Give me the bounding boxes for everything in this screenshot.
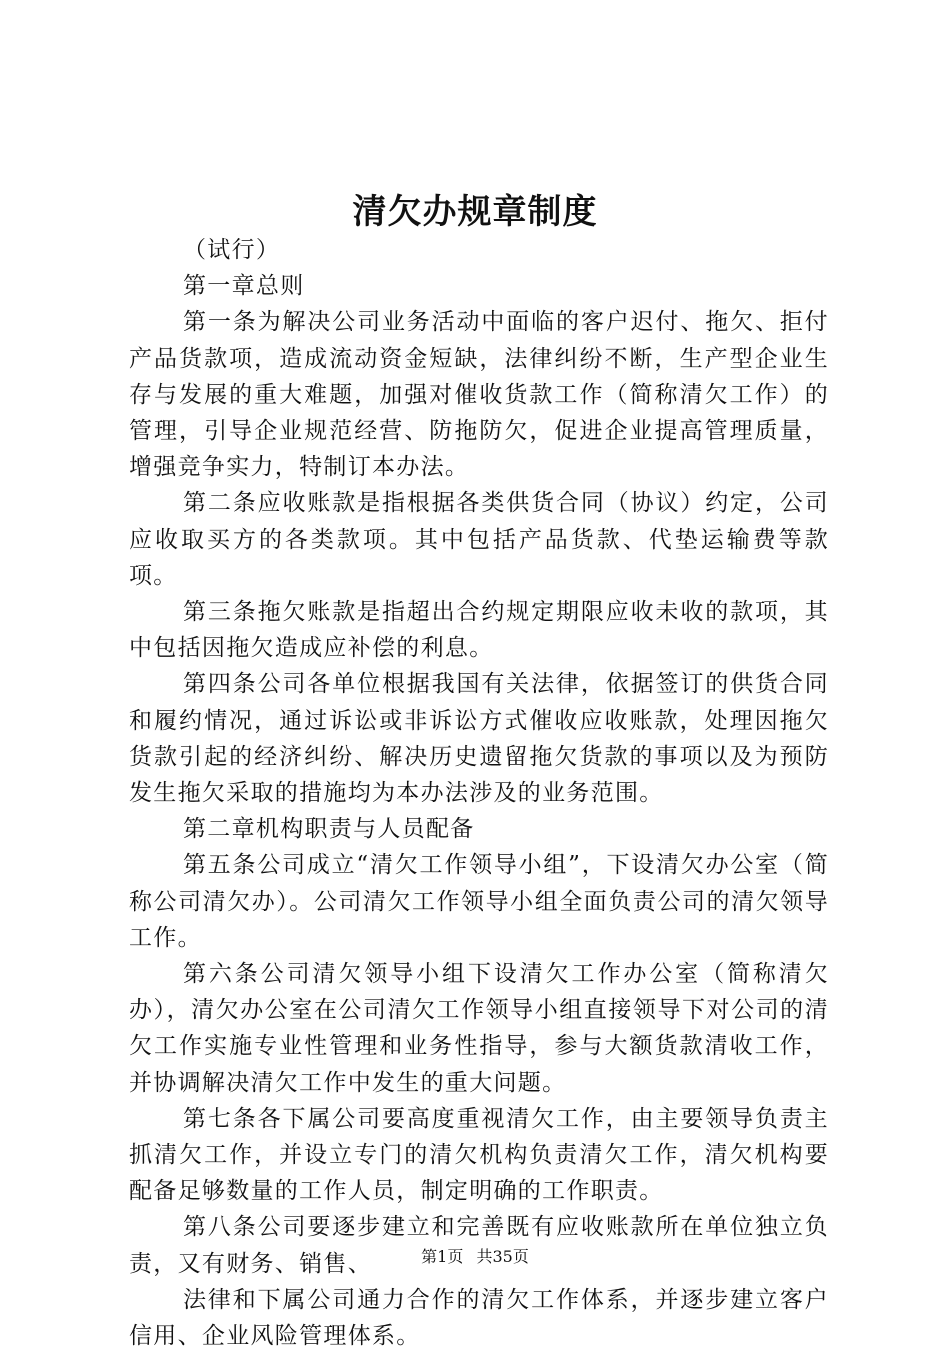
article-6: 第六条公司清欠领导小组下设清欠工作办公室（简称清欠办），清欠办公室在公司清欠工作领导小组直接领导下对公司的清欠工作实施专业性管理和业务性指导，参与大额货款清收工作，并协调解决清欠工作中发生的重大问题。 bbox=[129, 961, 829, 1096]
page-footer bbox=[0, 1244, 950, 1267]
chapter-heading-1: 第一章总则 bbox=[183, 273, 305, 300]
article-4: 第四条公司各单位根据我国有关法律，依据签订的供货合同和履约情况，通过诉讼或非诉讼方式催收应收账款，处理因拖欠货款引起的经济纠纷、解决历史遗留拖欠货款的事项以及为预防发生拖欠采取的措施均为本办法涉及的业务范围。 bbox=[129, 671, 829, 807]
document-body bbox=[129, 232, 829, 1354]
page-number: 第1页 bbox=[421, 1247, 464, 1266]
article-5: 第五条公司成立“清欠工作领导小组”，下设清欠办公室（简称公司清欠办）。公司清欠工作领导小组全面负责公司的清欠领导工作。 bbox=[129, 852, 829, 951]
article-1: 第一条为解决公司业务活动中面临的客户迟付、拖欠、拒付产品货款项，造成流动资金短缺，法律纠纷不断，生产型企业生存与发展的重大难题，加强对催收货款工作（简称清欠工作）的管理，引导企业规范经营、防拖防欠，促进企业提高管理质量，增强竞争实力，特制订本办法。 bbox=[129, 309, 829, 481]
paragraph-trial-note: （试行） bbox=[183, 237, 281, 263]
article-2: 第二条应收账款是指根据各类供货合同（协议）约定，公司应收取买方的各类款项。其中包括产品货款、代垫运输费等款项。 bbox=[129, 490, 829, 589]
chapter-heading-2: 第二章机构职责与人员配备 bbox=[183, 816, 475, 843]
article-8: 第八条公司要逐步建立和完善既有应收账款所在单位独立负责，又有财务、销售、 bbox=[129, 1214, 829, 1277]
article-8-continued: 法律和下属公司通力合作的清欠工作体系，并逐步建立客户信用、企业风险管理体系。 bbox=[129, 1286, 829, 1350]
article-7: 第七条各下属公司要高度重视清欠工作，由主要领导负责主抓清欠工作，并设立专门的清欠机构负责清欠工作，清欠机构要配备足够数量的工作人员，制定明确的工作职责。 bbox=[129, 1105, 829, 1205]
article-3: 第三条拖欠账款是指超出合约规定期限应收未收的款项，其中包括因拖欠造成应补偿的利息。 bbox=[129, 599, 829, 662]
page-total: 共35页 bbox=[476, 1247, 529, 1266]
document-title: 清欠办规章制度 bbox=[352, 192, 598, 232]
